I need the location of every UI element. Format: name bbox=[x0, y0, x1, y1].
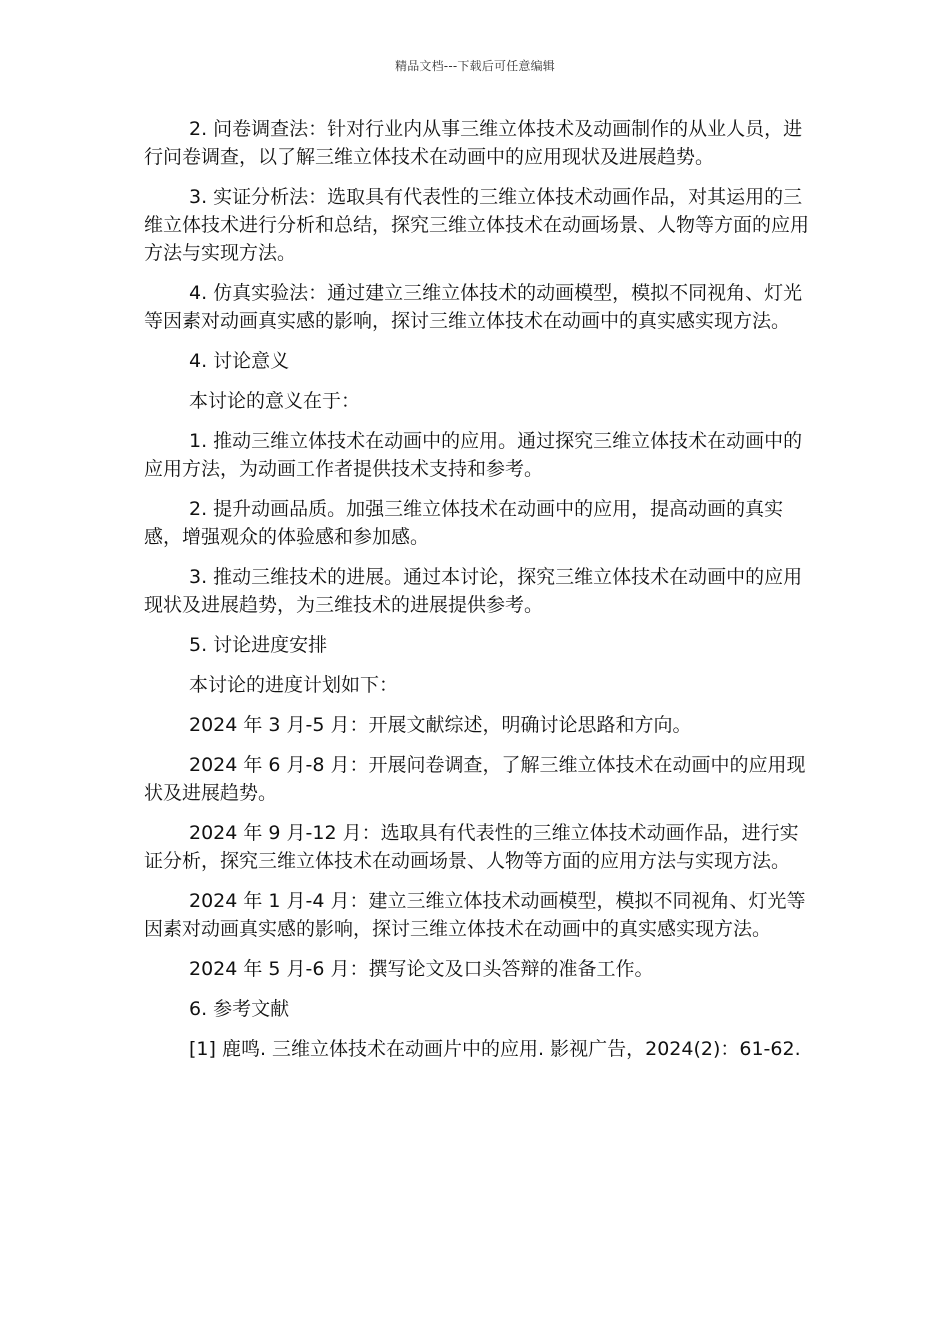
significance-item-1: 1. 推动三维立体技术在动画中的应用。通过探究三维立体技术在动画中的应用方法，为动画工作者提供技术支持和参考。 bbox=[144, 430, 803, 480]
method-questionnaire-paragraph: 2. 问卷调查法：针对行业内从事三维立体技术及动画制作的从业人员，进行问卷调查，以了解三维立体技术在动画中的应用现状及进展趋势。 bbox=[144, 118, 803, 168]
method-simulation-paragraph: 4. 仿真实验法：通过建立三维立体技术的动画模型，模拟不同视角、灯光等因素对动画真实感的影响，探讨三维立体技术在动画中的真实感实现方法。 bbox=[144, 282, 803, 332]
page-header: 精品文档---下载后可任意编辑 bbox=[395, 59, 555, 73]
schedule-item-4: 2024 年 1 月-4 月：建立三维立体技术动画模型，模拟不同视角、灯光等因素对动画真实感的影响，探讨三维立体技术在动画中的真实感实现方法。 bbox=[144, 890, 806, 940]
schedule-item-3: 2024 年 9 月-12 月：选取具有代表性的三维立体技术动画作品，进行实证分析，探究三维立体技术在动画场景、人物等方面的应用方法与实现方法。 bbox=[144, 822, 799, 872]
document-body bbox=[144, 115, 810, 1075]
section-heading-references: 6. 参考文献 bbox=[189, 998, 290, 1020]
section-heading-significance: 4. 讨论意义 bbox=[189, 350, 290, 372]
significance-intro: 本讨论的意义在于： bbox=[189, 390, 361, 412]
significance-item-2: 2. 提升动画品质。加强三维立体技术在动画中的应用，提高动画的真实感，增强观众的体验感和参加感。 bbox=[144, 498, 784, 548]
significance-item-3: 3. 推动三维技术的进展。通过本讨论，探究三维立体技术在动画中的应用现状及进展趋势，为三维技术的进展提供参考。 bbox=[144, 566, 803, 616]
schedule-intro: 本讨论的进度计划如下： bbox=[189, 674, 399, 696]
schedule-item-2: 2024 年 6 月-8 月：开展问卷调查，了解三维立体技术在动画中的应用现状及进展趋势。 bbox=[144, 754, 806, 804]
reference-item-1: [1] 鹿鸣. 三维立体技术在动画片中的应用. 影视广告，2024(2)：61-62. bbox=[189, 1038, 801, 1060]
method-empirical-paragraph: 3. 实证分析法：选取具有代表性的三维立体技术动画作品，对其运用的三维立体技术进行分析和总结，探究三维立体技术在动画场景、人物等方面的应用方法与实现方法。 bbox=[144, 186, 810, 264]
section-heading-schedule: 5. 讨论进度安排 bbox=[189, 634, 328, 656]
schedule-item-5: 2024 年 5 月-6 月：撰写论文及口头答辩的准备工作。 bbox=[189, 958, 654, 980]
schedule-item-1: 2024 年 3 月-5 月：开展文献综述，明确讨论思路和方向。 bbox=[189, 714, 692, 736]
